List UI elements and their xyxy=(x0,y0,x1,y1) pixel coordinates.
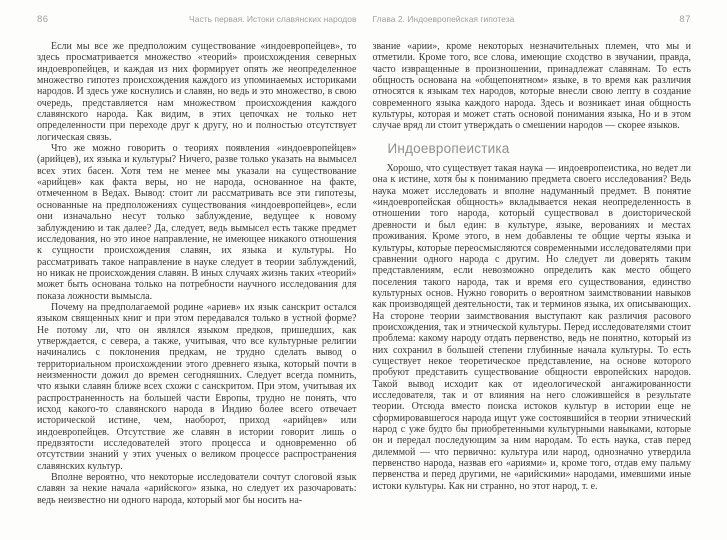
paragraph: Вполне вероятно, что некоторые исследователи сочтут слоговой язык славян за некие начала «арийского» языка, но следует их разочаровать: ведь неизвестно ни одного народа, который мог бы носить на- xyxy=(37,472,357,506)
paragraph: Что же можно говорить о теориях появления «индоевропейцев» (арийцев), их языка и культуры? Ничего, разве только указать на вымысел всех этих басен. Хотя тем не менее мы указали на существование «арийцев» как факта веры, но не народа, основанное на факте, отмеченном в Ведах. Вывод: стоит ли рассматривать все эти гипотезы, основанные на предположениях существования «индоевропейцев», если они изначально несут только заблуждение, ведущее к новому заблуждению и так далее? Да, следует, ведь вымысел есть также предмет исследования, но это иное направление, не имеющее никакого отношения к сущности происхождения славян, их языка и культуры. Но рассматривать такое направление в науке следует в теории заблуждений, но никак не происхождения славян. В иных случаях жизнь таких «теорий» может быть основана только на потребности научного исследования для показа ложности вымысла. xyxy=(37,143,357,302)
paragraph: Почему на предполагаемой родине «ариев» их язык санскрит остался языком священных книг и при этом передавался только в устной форме? Не потому ли, что он являлся языком предков, пришедших, как утверждается, с севера, а также, учитывая, что все культурные религии начинались с поклонения предкам, не трудно сделать вывод о территориальном происхождении этого древнего языка, который почти в неизменности дожил до времен сегодняшних. Следует всегда помнить, что языки славян ближе всех схожи с санскритом. При этом, учитывая их распространенность на большей части Европы, трудно не понять, что исход какого-то славянского народа в Индию более всего отвечает исторической истине, чем, наоборот, приход «арийцев» или индоевропейцев. Отсутствие же славян в истории говорит лишь о предвзятости исследователей этого процесса и одновременно об отсутствии знаний у этих ученых о великом процессе распространения славянских культур. xyxy=(37,301,357,472)
page-body-right xyxy=(373,41,692,492)
paragraph: Если мы все же предположим существование «индоевропейцев», то здесь просматривается множество «теорий» происхождения северных индоевропейцев, и каждая из них формирует опять же неопределенное множество гипотез происхождения каждого из упоминаемых историками народов. И здесь уже коснулись и славян, но ведь и это множество, в свою очередь, представляется нам множеством происхождения каждого славянского народа. Как видим, в этих цепочках не только нет определенности при переходе друг к другу, но и полностью отсутствует логическая связь. xyxy=(37,41,357,143)
page-right xyxy=(364,0,727,540)
page-header-left xyxy=(37,14,357,26)
section-heading: Индоевропеистика xyxy=(387,140,510,156)
paragraph: Хорошо, что существует такая наука — индоевропеистика, но ведет ли она к истине, хотя бы к пониманию предмета своего исследования? Ведь наука может исследовать и вполне надуманный предмет. В понятие «индоевропейская общность» вкладывается некая неопределенность в отношении того народа, который существовал в доисторической древности и был един: в культуре, языке, верованиях и местах проживания. Кроме этого, в нем добавлены те общие черты языка и культуры, которые переосмысляются современными исследователями при сравнении одного народа с другим. Но следует ли доверять таким представлениям, если невозможно определить как место общего поселения такого народа, так и время его существования, единство культурных основ. Нужно говорить о вероятном заимствовании навыков как производящей деятельности, так и терминов языка, их описывающих. На стороне теории заимствования выступают как различия расового происхождения, так и этнической культуры. Перед исследователями стоит проблема: какому народу отдать первенство, ведь не понятно, который из них сохранил в большей степени глубинные начала культуры. То есть существует некое теоретическое представление, на основе которого пробуют представить существование общности европейских народов. Такой вывод исходит как от идеологической ангажированности исследователя, так и от влияния на него сложившейся в результате теории. Отсюда вместо поиска истоков культур в истории еще не сформировавшегося народа ищут уже состоявшийся в теории этнический народ с уже будто бы приобретенными культурными навыками, которые он и передал последующим за ним народам. То есть наука, став перед дилеммой — что первично: культура или народ, однозначно утвердила первенство народа, назвав его «ариями» и, кроме того, отдав ему пальму первенства и перед другими, не «арийскими» народами, имевшими иные истоки культуры. Как ни странно, но этот народ, т. е. xyxy=(372,163,691,492)
paragraph: звание «арии», кроме некоторых незначительных племен, что мы и отметили. Кроме того, все слова, имеющие сходство в звучании, правда, часто извращенные в произношении, принадлежат славянам. То есть общность основана на «общепонятном» языке, в то время как различия относятся к языкам тех народов, которые внесли свою лепту в создание современного языка каждого народа. Здесь и возникает иная общность культуры, которая и может стать основой понимания языка, Но и в этом случае вряд ли стоит утверждать о смешении народов — скорее языков. xyxy=(372,41,691,132)
running-header-right: Глава 2. Индоевропейская гипотеза xyxy=(372,14,515,24)
page-header-right xyxy=(373,14,692,26)
page-body-left xyxy=(37,41,357,506)
running-header-left: Часть первая. Истоки славянских народов xyxy=(189,14,357,24)
page-number-right: 87 xyxy=(679,14,691,25)
page-number-left: 86 xyxy=(37,14,49,25)
